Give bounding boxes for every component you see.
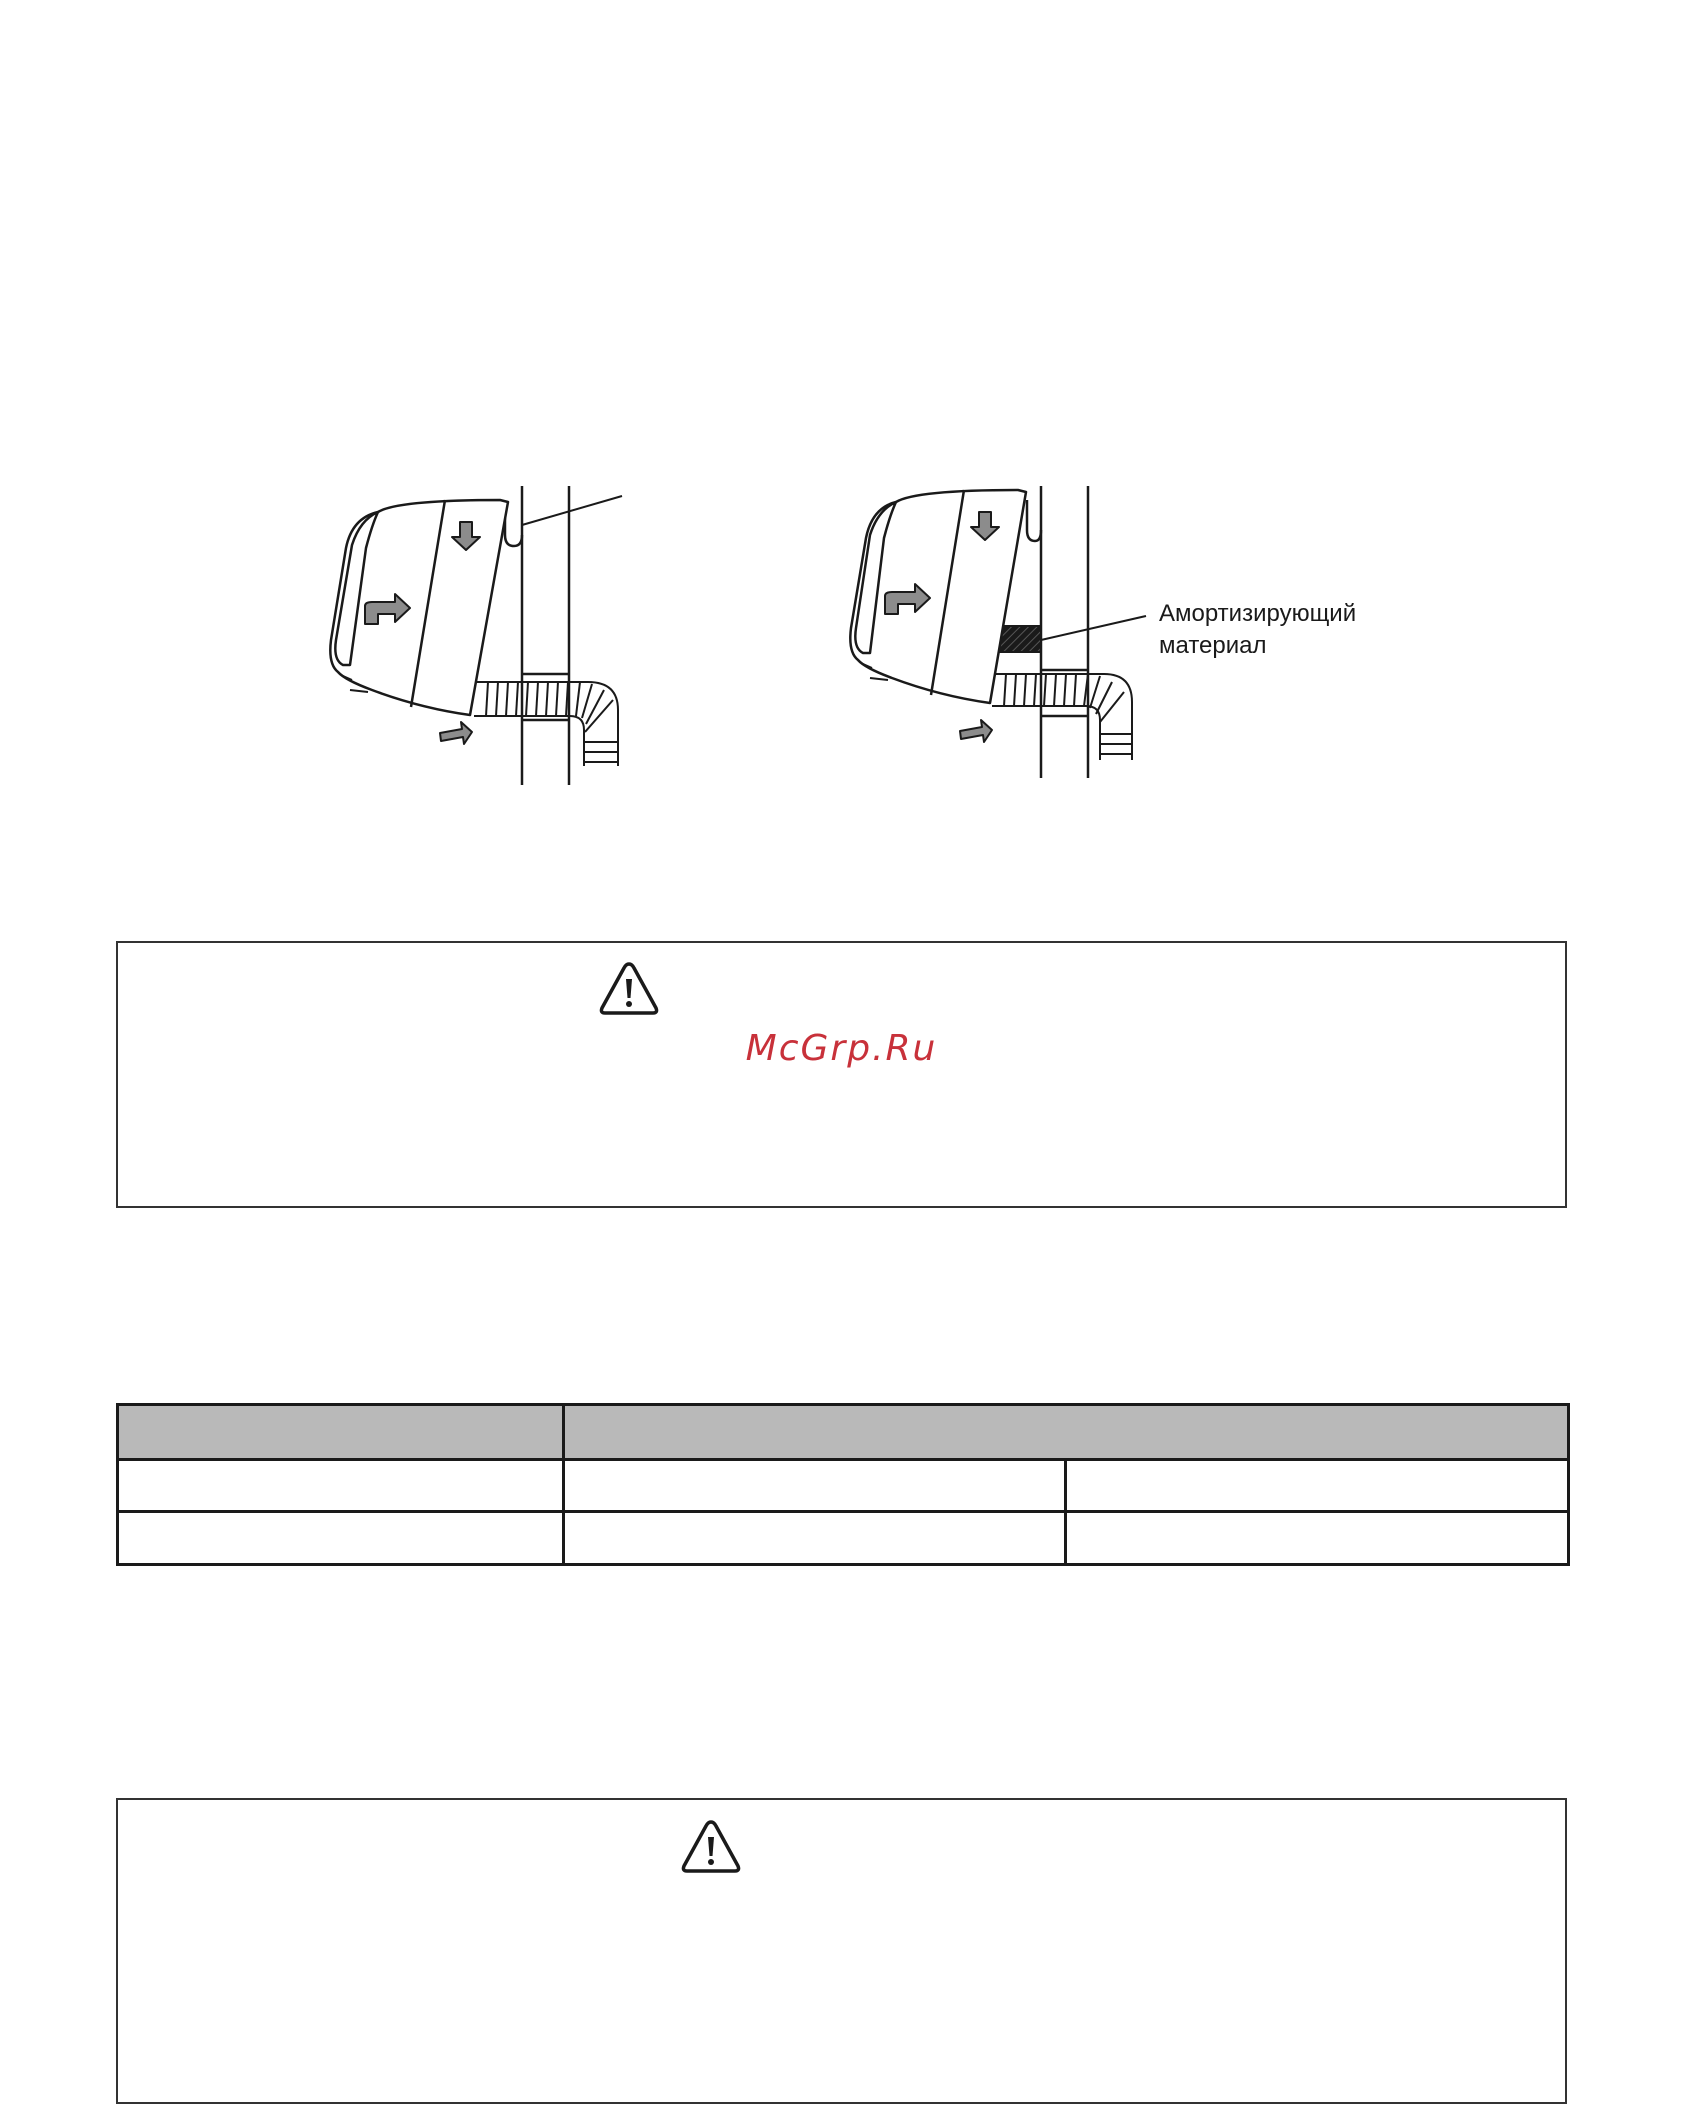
drain-pipe xyxy=(474,682,618,766)
table-cell xyxy=(564,1512,1066,1565)
warning-triangle-icon xyxy=(598,960,660,1017)
leader-line xyxy=(522,496,622,525)
mounting-hook xyxy=(1027,500,1041,541)
warning-triangle-icon xyxy=(680,1818,742,1875)
figure-right-indoor-unit xyxy=(850,486,1356,778)
warning-box xyxy=(116,1798,1567,2104)
arrow-right-icon xyxy=(960,720,992,742)
table-row xyxy=(118,1459,1569,1512)
arrow-right-icon xyxy=(440,722,472,744)
spec-table xyxy=(116,1403,1570,1566)
leader-line xyxy=(1041,616,1146,640)
installation-figures xyxy=(0,0,1683,900)
table-row xyxy=(118,1512,1569,1565)
table-cell xyxy=(1066,1459,1569,1512)
cushion-label-line2: материал xyxy=(1159,632,1267,659)
cushion-label-line1: Амортизирующий xyxy=(1159,600,1357,627)
table-header-row xyxy=(118,1405,1569,1460)
figure-left-indoor-unit xyxy=(330,486,622,785)
table-cell xyxy=(564,1459,1066,1512)
table-cell xyxy=(118,1459,564,1512)
watermark: McGrp.Ru xyxy=(745,1028,938,1069)
wall-right xyxy=(1041,486,1088,778)
table-header-cell xyxy=(564,1405,1569,1460)
table-cell xyxy=(118,1512,564,1565)
wall-left xyxy=(522,486,569,785)
table-cell xyxy=(1066,1512,1569,1565)
warning-box xyxy=(116,941,1567,1208)
table-header-cell xyxy=(118,1405,564,1460)
